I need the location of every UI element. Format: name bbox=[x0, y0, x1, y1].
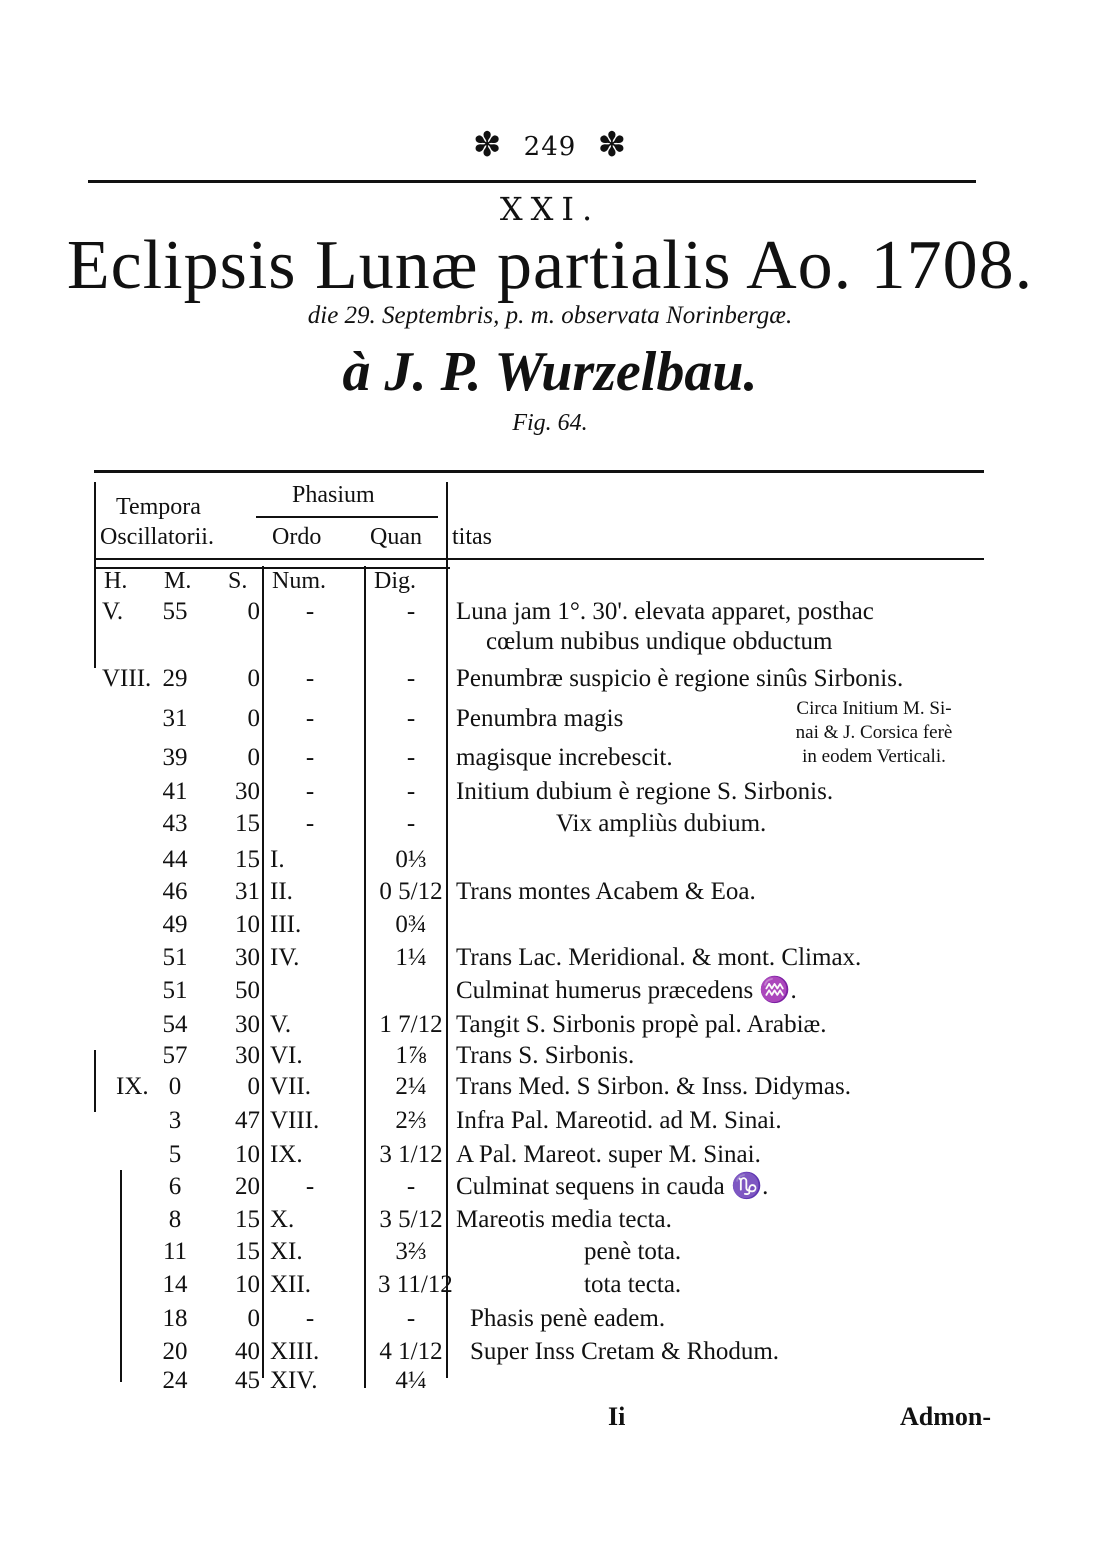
header-quan: Quan bbox=[370, 524, 422, 550]
header-ordo: Ordo bbox=[272, 524, 322, 550]
signature-mark: Ii bbox=[608, 1402, 626, 1431]
cell-second: 30 bbox=[235, 1011, 260, 1038]
cell-second: 15 bbox=[235, 846, 260, 873]
cell-second: 20 bbox=[235, 1173, 260, 1200]
header-num: Num. bbox=[272, 568, 326, 594]
ornament-left-icon: ✽ bbox=[472, 125, 503, 165]
cell-second: 15 bbox=[235, 1206, 260, 1233]
cell-dig: - bbox=[406, 810, 416, 837]
header-rule bbox=[88, 180, 976, 183]
cell-second: 31 bbox=[235, 878, 260, 905]
cell-note: Trans Lac. Meridional. & mont. Climax. bbox=[456, 944, 862, 971]
cell-minute: 41 bbox=[162, 778, 188, 805]
cell-note: cœlum nubibus undique obductum bbox=[486, 628, 833, 655]
cell-minute: 5 bbox=[168, 1141, 182, 1168]
cell-dig: 4 1/12 bbox=[379, 1338, 443, 1365]
cell-hour: IX. bbox=[116, 1073, 149, 1100]
cell-dig: - bbox=[406, 705, 416, 732]
cell-note: tota tecta. bbox=[584, 1271, 682, 1298]
cell-second: 10 bbox=[235, 1141, 260, 1168]
cell-minute: 31 bbox=[162, 705, 188, 732]
cell-dig: - bbox=[406, 778, 416, 805]
header-h: H. bbox=[104, 568, 128, 594]
cell-num: XIII. bbox=[270, 1338, 320, 1365]
cell-dig: - bbox=[406, 1305, 416, 1332]
cell-second: 45 bbox=[235, 1367, 260, 1394]
cell-num: XIV. bbox=[270, 1367, 318, 1394]
cell-second: 0 bbox=[247, 1073, 260, 1100]
cell-minute: 39 bbox=[162, 744, 188, 771]
cell-minute: 8 bbox=[168, 1206, 182, 1233]
cell-num: IX. bbox=[270, 1141, 303, 1168]
cell-minute: 44 bbox=[162, 846, 188, 873]
main-title: Eclipsis Lunæ partialis Ao. 1708. bbox=[66, 227, 1034, 304]
cell-second: 15 bbox=[235, 810, 260, 837]
cell-minute: 0 bbox=[168, 1073, 182, 1100]
page-number: 249 bbox=[523, 132, 577, 162]
cell-note: Vix ampliùs dubium. bbox=[556, 810, 767, 837]
cell-note: Trans montes Acabem & Eoa. bbox=[456, 878, 756, 905]
cell-num: III. bbox=[270, 911, 302, 938]
cell-note: Trans S. Sirbonis. bbox=[456, 1042, 635, 1069]
table-top-rule bbox=[94, 470, 984, 473]
cell-note: Super Inss Cretam & Rhodum. bbox=[470, 1338, 780, 1365]
cell-dig: - bbox=[406, 1173, 416, 1200]
cell-dig: - bbox=[406, 598, 416, 625]
header-phasium: Phasium bbox=[292, 482, 375, 508]
cell-minute: 46 bbox=[162, 878, 188, 905]
cell-minute: 55 bbox=[162, 598, 188, 625]
author: à J. P. Wurzelbau. bbox=[342, 341, 758, 403]
side-note-line: Circa Initium M. Si- bbox=[796, 698, 952, 719]
cell-num: X. bbox=[270, 1206, 295, 1233]
cell-dig: 0¾ bbox=[395, 911, 427, 938]
ornament-right-icon: ✽ bbox=[597, 125, 628, 165]
cell-dig: 1 7/12 bbox=[379, 1011, 443, 1038]
cell-dig: 3 5/12 bbox=[379, 1206, 443, 1233]
cell-minute: 54 bbox=[162, 1011, 188, 1038]
cell-second: 40 bbox=[235, 1338, 260, 1365]
side-note-line: nai & J. Corsica ferè bbox=[795, 722, 953, 743]
cell-second: 10 bbox=[235, 911, 260, 938]
cell-num: - bbox=[305, 665, 315, 692]
cell-hour: VIII. bbox=[102, 665, 152, 692]
cell-second: 50 bbox=[235, 977, 260, 1004]
header-titas: titas bbox=[452, 524, 492, 550]
cell-note: Luna jam 1°. 30'. elevata apparet, posthac bbox=[456, 598, 874, 625]
cell-note: Culminat humerus præcedens ♒. bbox=[456, 977, 797, 1004]
cell-dig: 3 1/12 bbox=[379, 1141, 443, 1168]
header-dig: Dig. bbox=[374, 568, 416, 594]
cell-num: XI. bbox=[270, 1238, 303, 1265]
cell-num: V. bbox=[270, 1011, 292, 1038]
cell-minute: 14 bbox=[162, 1271, 188, 1298]
cell-num: - bbox=[305, 705, 315, 732]
cell-dig: 3⅔ bbox=[395, 1238, 427, 1265]
cell-second: 0 bbox=[247, 665, 260, 692]
cell-dig: 2¼ bbox=[395, 1073, 427, 1100]
cell-note: magisque increbescit. bbox=[456, 744, 673, 771]
header-m: M. bbox=[164, 568, 192, 594]
cell-note: Infra Pal. Mareotid. ad M. Sinai. bbox=[456, 1107, 782, 1134]
cell-minute: 6 bbox=[168, 1173, 182, 1200]
dig-column-rule bbox=[446, 482, 448, 1378]
cell-num: - bbox=[305, 744, 315, 771]
cell-num: - bbox=[305, 598, 315, 625]
cell-note: Trans Med. S Sirbon. & Inss. Didymas. bbox=[456, 1073, 851, 1100]
side-note bbox=[758, 697, 990, 769]
cell-num: XII. bbox=[270, 1271, 311, 1298]
cell-dig: 0⅓ bbox=[395, 846, 427, 873]
cell-num: - bbox=[305, 1173, 315, 1200]
cell-dig: 1⅞ bbox=[395, 1042, 427, 1069]
cell-second: 30 bbox=[235, 778, 260, 805]
header-s: S. bbox=[228, 568, 248, 594]
table-left-border-lower bbox=[94, 1050, 96, 1112]
cell-second: 0 bbox=[247, 705, 260, 732]
cell-num: - bbox=[305, 1305, 315, 1332]
cell-num: VIII. bbox=[270, 1107, 320, 1134]
header-bottom-rule bbox=[94, 558, 984, 560]
cell-second: 0 bbox=[247, 1305, 260, 1332]
table-left-border-bottom bbox=[120, 1170, 122, 1382]
cell-note: A Pal. Mareot. super M. Sinai. bbox=[456, 1141, 761, 1168]
cell-note: Initium dubium è regione S. Sirbonis. bbox=[456, 778, 834, 805]
cell-second: 30 bbox=[235, 1042, 260, 1069]
cell-minute: 51 bbox=[162, 944, 188, 971]
cell-minute: 24 bbox=[162, 1367, 188, 1394]
cell-dig: 0 5/12 bbox=[379, 878, 443, 905]
cell-minute: 11 bbox=[162, 1238, 188, 1265]
cell-minute: 57 bbox=[162, 1042, 188, 1069]
cell-second: 47 bbox=[235, 1107, 260, 1134]
cell-num: - bbox=[305, 778, 315, 805]
num-column-rule bbox=[364, 566, 366, 1388]
cell-minute: 51 bbox=[162, 977, 188, 1004]
cell-hour: V. bbox=[102, 598, 124, 625]
cell-second: 15 bbox=[235, 1238, 260, 1265]
cell-note: Penumbra magis bbox=[456, 705, 624, 732]
header-tempora: Tempora bbox=[116, 494, 201, 520]
cell-note: Mareotis media tecta. bbox=[456, 1206, 672, 1233]
figure-reference: Fig. 64. bbox=[512, 410, 588, 436]
cell-num: VII. bbox=[270, 1073, 311, 1100]
cell-num: IV. bbox=[270, 944, 300, 971]
cell-note: Tangit S. Sirbonis propè pal. Arabiæ. bbox=[456, 1011, 827, 1038]
page-header bbox=[0, 125, 1100, 168]
cell-minute: 49 bbox=[162, 911, 188, 938]
cell-note: Phasis penè eadem. bbox=[470, 1305, 666, 1332]
cell-note: penè tota. bbox=[584, 1238, 682, 1265]
phasium-underline bbox=[256, 516, 438, 518]
cell-dig: - bbox=[406, 744, 416, 771]
cell-dig: 1¼ bbox=[395, 944, 427, 971]
cell-minute: 43 bbox=[162, 810, 188, 837]
cell-dig: 2⅔ bbox=[395, 1107, 427, 1134]
cell-num: I. bbox=[270, 846, 285, 873]
subtitle: die 29. Septembris, p. m. observata Norinbergæ. bbox=[307, 302, 793, 329]
cell-second: 0 bbox=[247, 744, 260, 771]
cell-dig: 4¼ bbox=[395, 1367, 427, 1394]
table-left-border bbox=[94, 482, 96, 668]
catchword: Admon- bbox=[900, 1402, 992, 1431]
cell-num: VI. bbox=[270, 1042, 303, 1069]
cell-note: Penumbræ suspicio è regione sinûs Sirbonis. bbox=[456, 665, 904, 692]
section-number: XXI. bbox=[499, 190, 601, 228]
cell-minute: 18 bbox=[162, 1305, 188, 1332]
cell-minute: 29 bbox=[162, 665, 188, 692]
cell-second: 10 bbox=[235, 1271, 260, 1298]
cell-note: Culminat sequens in cauda ♑. bbox=[456, 1173, 769, 1200]
cell-num: - bbox=[305, 810, 315, 837]
side-note-line: in eodem Verticali. bbox=[802, 746, 946, 767]
cell-second: 0 bbox=[247, 598, 260, 625]
cell-dig: 3 11/12 bbox=[378, 1271, 453, 1298]
cell-minute: 3 bbox=[168, 1107, 182, 1134]
cell-num: II. bbox=[270, 878, 293, 905]
cell-minute: 20 bbox=[162, 1338, 188, 1365]
cell-dig: - bbox=[406, 665, 416, 692]
cell-second: 30 bbox=[235, 944, 260, 971]
seconds-column-rule bbox=[262, 566, 264, 1378]
header-oscillatorii: Oscillatorii. bbox=[100, 524, 214, 550]
